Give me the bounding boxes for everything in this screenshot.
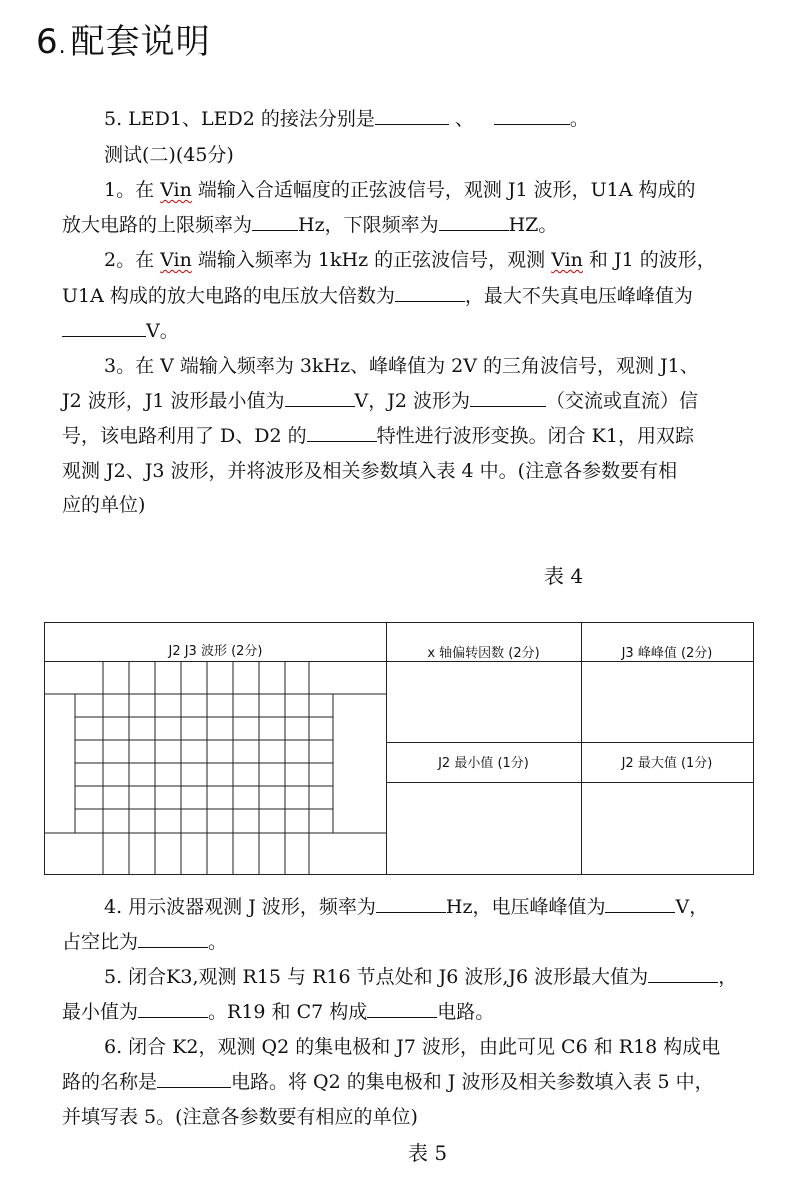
question-3-line-5: 应的单位) [62, 494, 146, 516]
blank [138, 929, 208, 948]
blank [62, 318, 146, 337]
table-4 [44, 622, 754, 875]
blank [648, 964, 718, 983]
section-title: 配套说明 [70, 22, 211, 62]
blank [138, 999, 208, 1018]
oscilloscope-grid [45, 623, 386, 875]
question-3-line-2: J2 波形，J1 波形最小值为 V，J2 波形为 （交流或直流）信 [62, 390, 698, 412]
question-6-line-2: 路的名称是 电路。将 Q2 的集电极和 J 波形及相关参数填入表 5 中， [62, 1071, 714, 1093]
header-x-deflection: x 轴偏转因数 (2分) [427, 646, 540, 661]
header-waveform: J2 J3 波形 (2分) [168, 644, 263, 659]
question-led: 5. LED1、LED2 的接法分别是 、 。 [104, 108, 589, 130]
blank [395, 283, 465, 302]
table-5-caption: 表 5 [408, 1141, 448, 1165]
blank [157, 1069, 231, 1088]
question-2-line-1: 2。在 Vin 端输入频率为 1kHz 的正弦波信号，观测 Vin 和 J1 的波形， [104, 249, 716, 271]
blank [367, 999, 437, 1018]
test2-title: 测试(二)(45分) [104, 144, 234, 166]
blank [470, 388, 546, 407]
question-6-line-3: 并填写表 5。(注意各参数要有相应的单位) [62, 1106, 418, 1128]
header-j2-min: J2 最小值 (1分) [438, 756, 529, 771]
blank [605, 894, 675, 913]
question-1-line-2: 放大电路的上限频率为 Hz，下限频率为 HZ。 [62, 214, 558, 236]
question-4-line-1: 4. 用示波器观测 J 波形，频率为 Hz，电压峰峰值为 V， [104, 896, 709, 918]
section-dot: . [58, 34, 67, 59]
question-3-line-4: 观测 J2、J3 波形，并将波形及相关参数填入表 4 中。(注意各参数要有相 [62, 460, 678, 482]
question-1-line-1: 1。在 Vin 端输入合适幅度的正弦波信号，观测 J1 波形，U1A 构成的 [104, 179, 696, 201]
blank [439, 212, 509, 231]
table-4-caption: 表 4 [544, 564, 584, 588]
table-divider [386, 661, 753, 662]
question-5-line-1: 5. 闭合K3,观测 R15 与 R16 节点处和 J6 波形,J6 波形最大值为 ， [104, 966, 738, 988]
question-6-line-1: 6. 闭合 K2，观测 Q2 的集电极和 J7 波形，由此可见 C6 和 R18 构成电 [104, 1036, 721, 1058]
question-2-line-2: U1A 构成的放大电路的电压放大倍数为 ，最大不失真电压峰峰值为 [62, 285, 693, 307]
table-divider [386, 782, 753, 783]
section-heading [36, 14, 211, 63]
blank [252, 212, 298, 231]
question-3-line-1: 3。在 V 端输入频率为 3kHz、峰峰值为 2V 的三角波信号，观测 J1、 [104, 355, 699, 377]
section-number: 6 [36, 22, 59, 62]
question-3-line-3: 号，该电路利用了 D、D2 的 特性进行波形变换。闭合 K1，用双踪 [62, 425, 694, 447]
table-divider [386, 742, 753, 743]
blank [307, 423, 377, 442]
blank [494, 106, 570, 125]
blank [375, 106, 449, 125]
question-4-line-2: 占空比为 。 [62, 931, 228, 953]
question-5-line-2: 最小值为 。R19 和 C7 构成 电路。 [62, 1001, 495, 1023]
header-j3-peak-to-peak: J3 峰峰值 (2分) [621, 646, 713, 661]
blank [376, 894, 446, 913]
header-j2-max: J2 最大值 (1分) [621, 756, 713, 771]
blank [285, 388, 355, 407]
question-2-line-3: V。 [62, 318, 179, 344]
